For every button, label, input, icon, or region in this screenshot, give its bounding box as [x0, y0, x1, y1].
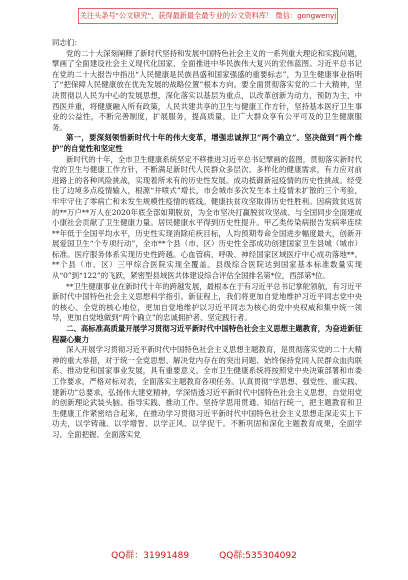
section-heading: 二、高标准高质量开展学习贯彻习近平新时代中国特色社会主义思想主题教育，为奋进新征程凝心聚力 — [52, 324, 362, 344]
paragraph: **卫生健康事业在新时代十年的跨越发展，最根本在于有习近平总书记掌舵领航，有习近平新时代中国特色社会主义思想科学指引。新征程上，我们将更加自觉地维护习近平同志党中央的核心、全党的核心地位，更加自觉地维护以习近平同志为核心的党中央权威和集中统一领导，更加自觉地做到“两个确立”的忠诚拥护者、坚定践行者。 — [52, 281, 362, 323]
paragraph: 新时代的十年，全市卫生健康系统坚定不移推进习近平总书记擘画的蓝图，贯彻落实新时代党的卫生与健康工作方针，不断满足新时代人民群众多层次、多样化的健康需求，有力应对前进路上的各种风险挑战，实现着所未有的历史性发展。成功抵御新冠疫情的历史性挑战。经受住了边境多点疫情输入，根源“井喷式”增长，市会城市多次发生本土疫情未扩散的三个考验，牢牢守住了零病亡和未发生规模性疫情的底线。健康扶贫攻坚取得历史性胜利。因病致贫返贫的**万户**万人在2020年底全部如期脱贫，为全市坚决打赢脱贫攻坚战、与全国同步全面建成小康社会贡献了卫生健康力量。居民健康水平得到历史性提升。甲乙类传染病报告发病率连续**年低于全国平均水平，历史性实现消除疟疾目标，人均预期寿命全国进步幅度最大，创新开展爱国卫生“个专项行动”，全市**个县（市、区）历史性全部成功创建国家卫生县城（城市）标准。医疗服务体系实现历史性跨越。心血管病、呼吸、神经国家区域医疗中心成功落地**。**个县（市、区）三甲综合医院实现全覆盖。县级综合医院达到国家基本标准数量实现从“0”到“122”的飞跃，紧密型县域医共体建设综合评估全国排名第*位，西部第*位。 — [52, 154, 362, 281]
qq-group-2: QQ群:535304092 — [219, 551, 297, 561]
salutation: 同志们： — [52, 38, 82, 47]
document-body — [52, 38, 362, 441]
section-heading: 第一，要深刻领悟新时代十年的伟大变革，增强忠诚捍卫“两个确立”、坚决做到“两个维护”的自觉性和坚定性 — [52, 133, 362, 153]
paragraph: 深入开展学习贯彻习近平新时代中国特色社会主义思想主题教育，是贯彻落实党的二十大精神的重大举措，对于统一全党思想、解决党内存在的突出问题、始终保持党同人民群众血肉联系、推动党和国家事业发展，具有重要意义。全市卫生健康系统将按照党中央决策部署和市委工作要求，严格对标对表，全面落实主题教育各项任务。认真贯彻“学思想、强党性、重实践、建新功”总要求，弘扬伟大建党精神，学深悟透习近平新时代中国特色社会主义思想，自觉用党的创新理论武装头脑、指导实践、推动工作。坚持学思用贯通、知信行统一，把主题教育和卫生健康工作紧密结合起来，在推动学习贯彻习近平新时代中国特色社会主义思想走深走实上下功夫，以学铸魂、以学增智、以学正风、以学促干。不断巩固和深化主题教育成果，全面学习、全面把握、全面落实党 — [52, 345, 362, 439]
footer — [0, 548, 408, 561]
paragraph: 党的二十大深刻阐释了新时代坚持和发展中国特色社会主义的一系列重大理论和实践问题，擘画了全面建设社会主义现代化国家、全面推进中华民族伟大复兴的宏伟蓝图。习近平总书记在党的二十大报告中指出“人民健康是民族昌盛和国家强盛的重要标志”，为卫生健康事业指明了“把保障人民健康放在优先发展的战略位置”根本方向。要全面贯彻落实党的二十大精神，坚决贯彻以人民为中心的发展思想，深化落实以基层为重点，以改革创新为动力，预防为主，中西医并重，将健康融入所有政策，人民共建共享的卫生与健康工作方针，坚持基本医疗卫生事业的公益性，不断完善制度，扩展服务，提高质量，让广大群众享有公平可及的卫生健康服务。 — [52, 48, 362, 132]
qq-group-1: QQ群：31991489 — [111, 551, 190, 561]
header-banner: 关注头条号"公文研究"，获得最新最全最专业的公文资料库！ 微信：gongwenyj — [78, 8, 338, 24]
